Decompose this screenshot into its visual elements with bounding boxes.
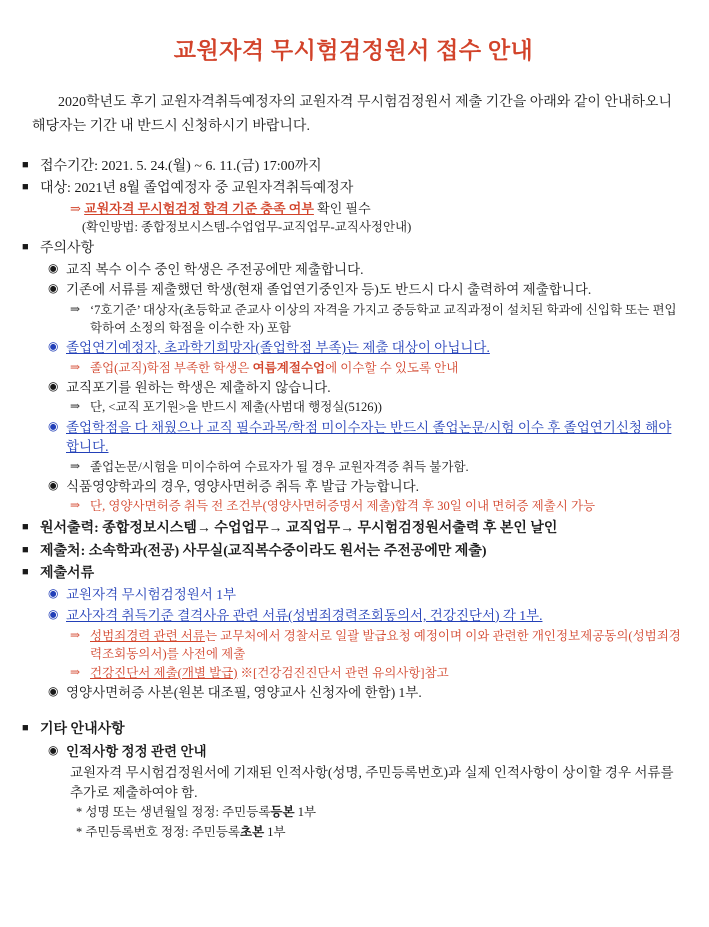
print-label: 원서출력: [40, 521, 99, 537]
caution-2-subs [70, 301, 685, 337]
etc-detail-1 [76, 803, 685, 821]
document-item-3 [46, 683, 685, 703]
caution-sub [70, 458, 685, 476]
etc-detail-post: 1부 [294, 805, 317, 820]
circle-bullet-icon: ◉ [48, 260, 59, 275]
asterisk-icon: * [76, 824, 83, 839]
target-note-emphasis: 교원자격 무시험검정 합격 기준 충족 여부 [84, 200, 314, 216]
document-sub-1 [70, 627, 685, 663]
caution-text: 교직포기를 원하는 학생은 제출하지 않습니다. [66, 379, 331, 395]
caution-text: 교직 복수 이수 중인 학생은 주전공에만 제출합니다. [66, 261, 364, 277]
target-label: 대상: [40, 181, 71, 197]
circle-bullet-icon: ◉ [48, 606, 59, 621]
square-bullet-icon: ■ [22, 722, 29, 735]
caution-item-5 [46, 418, 685, 476]
caution-sub [70, 497, 685, 515]
submit-place-value: 소속학과(전공) 사무실(교직복수중이라도 원서는 주전공에만 제출) [88, 543, 487, 559]
caution-text-highlight: 졸업연기예정자, 초과학기희망자(졸업학점 부족)는 제출 대상이 아닙니다. [66, 340, 490, 356]
etc-label: 기타 안내사항 [40, 722, 125, 738]
arrow-icon: ⇒ [70, 627, 81, 642]
caution-sub-text: 단, <교직 포기원>을 반드시 제출(사범대 행정실(5126)) [90, 400, 382, 415]
caution-5-subs [70, 458, 685, 476]
arrow-icon: ⇒ [70, 301, 81, 316]
section-cautions [22, 239, 685, 516]
document-sub-pre: 성범죄경력 관련 서류 [90, 628, 205, 643]
caution-sub-post: 에 이수할 수 있도록 안내 [325, 360, 459, 375]
document-item-2 [46, 606, 685, 682]
caution-sub [70, 359, 685, 377]
document-item-1 [46, 585, 685, 605]
caution-3-subs [70, 359, 685, 377]
caution-sub-bold: 여름계절수업 [252, 360, 326, 375]
target-method: (확인방법: 종합정보시스템-수업업무-교직업무-교직사정안내) [82, 220, 412, 235]
circle-bullet-icon: ◉ [48, 378, 59, 393]
section-documents [22, 564, 685, 702]
submit-place-label: 제출처: [40, 543, 86, 559]
caution-sub-text: 졸업논문/시험을 미이수하여 수료자가 될 경우 교원자격증 취득 불가함. [90, 459, 469, 474]
document-text-highlight: 교사자격 취득기준 결격사유 관련 서류(성범죄경력조회동의서, 건강진단서) 각 1부. [66, 607, 543, 623]
etc-detail-pre: 성명 또는 생년월일 정정: 주민등록 [85, 805, 271, 820]
document-sub-post: 는 교무처에서 경찰서로 일괄 발급요청 예정이며 이와 관련한 개인정보제공동의(성범죄경력조회동의서)를 사전에 제출 [90, 628, 681, 661]
period-value: 2021. 5. 24.(월) ~ 6. 11.(금) 17:00까지 [101, 158, 322, 174]
cautions-label: 주의사항 [40, 240, 95, 256]
caution-item-6 [46, 477, 685, 516]
cautions-list [46, 260, 685, 516]
caution-6-subs [70, 497, 685, 515]
circle-bullet-icon: ◉ [48, 742, 59, 757]
arrow-icon: ⇒ [70, 359, 81, 374]
caution-sub [70, 301, 685, 337]
circle-bullet-icon: ◉ [48, 418, 59, 433]
print-value: 종합정보시스템→ 수업업무→ 교직업무→ 무시험검정원서출력 후 본인 날인 [102, 521, 558, 537]
section-submit-place [22, 542, 685, 562]
section-period [22, 157, 685, 177]
arrow-icon: ⇒ [70, 399, 81, 414]
circle-bullet-icon: ◉ [48, 586, 59, 601]
caution-item-4 [46, 378, 685, 417]
caution-item-2 [46, 280, 685, 337]
caution-item-3 [46, 338, 685, 377]
intro-paragraph [32, 91, 677, 139]
asterisk-icon: * [76, 805, 83, 820]
content-list [22, 157, 685, 841]
square-bullet-icon: ■ [22, 543, 29, 556]
etc-detail-2 [76, 823, 685, 841]
document-sub-post: ※[건강검진진단서 관련 유의사항]참고 [237, 665, 449, 680]
etc-item-1 [46, 742, 685, 841]
caution-text-highlight: 졸업학점을 다 채웠으나 교직 필수과목/학점 미이수자는 반드시 졸업논문/시험 이수 후 졸업연기신청 해야 합니다. [66, 419, 672, 455]
arrow-icon: ⇒ [70, 664, 81, 679]
section-etc [22, 720, 685, 840]
section-target [22, 179, 685, 236]
document-2-subs [70, 627, 685, 682]
intro-text: 2020학년도 후기 교원자격취득예정자의 교원자격 무시험검정원서 제출 기간을 아래와 같이 안내하오니 해당자는 기간 내 반드시 신청하시기 바랍니다. [32, 95, 672, 135]
etc-detail-list [76, 803, 685, 840]
etc-detail-bold: 초본 [240, 824, 265, 839]
arrow-icon: ⇒ [70, 200, 81, 216]
spacer [22, 704, 685, 720]
caution-sub-pre: 졸업(교직)학점 부족한 학생은 [90, 360, 253, 375]
circle-bullet-icon: ◉ [48, 683, 59, 698]
caution-item-1 [46, 260, 685, 280]
square-bullet-icon: ■ [22, 566, 29, 579]
square-bullet-icon: ■ [22, 240, 29, 253]
etc-body: 교원자격 무시험검정원서에 기재된 인적사항(성명, 주민등록번호)과 실제 인적사항이 상이할 경우 서류를 추가로 제출하여야 함. [70, 765, 674, 800]
caution-sub [70, 398, 685, 416]
caution-sub-text: 단, 영양사면허증 취득 전 조건부(영양사면허증명서 제출)합격 후 30일 이내 면허증 제출시 가능 [90, 499, 596, 514]
arrow-icon: ⇒ [70, 458, 81, 473]
etc-list [46, 742, 685, 841]
target-note-tail: 확인 필수 [317, 200, 371, 216]
circle-bullet-icon: ◉ [48, 281, 59, 296]
etc-detail-post: 1부 [264, 824, 286, 839]
target-note-row [70, 200, 685, 219]
arrow-icon: ⇒ [70, 498, 81, 513]
caution-4-subs [70, 398, 685, 416]
caution-text: 기존에 서류를 제출했던 학생(현재 졸업연기중인자 등)도 반드시 다시 출력하여 제출합니다. [66, 282, 592, 298]
caution-sub-text: ‘7호기준’ 대상자(초등학교 준교사 이상의 자격을 가지고 중등학교 교직과정이 설치된 학과에 신입학 또는 편입학하여 소정의 학점을 이수한 자) 포함 [90, 302, 677, 336]
etc-detail-pre: 주민등록번호 정정: 주민등록 [85, 824, 240, 839]
circle-bullet-icon: ◉ [48, 477, 59, 492]
document-text: 영양사면허증 사본(원본 대조필, 영양교사 신청자에 한함) 1부. [66, 684, 422, 700]
etc-detail-bold: 등본 [270, 805, 295, 820]
square-bullet-icon: ■ [22, 521, 29, 534]
page-title: 교원자격 무시험검정원서 접수 안내 [173, 38, 534, 63]
etc-sub-label: 인적사항 정정 관련 안내 [66, 743, 207, 759]
square-bullet-icon: ■ [22, 181, 29, 194]
target-value: 2021년 8월 졸업예정자 중 교원자격취득예정자 [74, 181, 354, 197]
documents-label: 제출서류 [40, 566, 95, 582]
section-print [22, 519, 685, 539]
documents-list [46, 585, 685, 702]
period-label: 접수기간: [40, 158, 98, 174]
caution-text: 식품영양학과의 경우, 영양사면허증 취득 후 발급 가능합니다. [66, 478, 420, 494]
document-sub-pre: 건강진단서 제출(개별 발급) [90, 665, 238, 680]
document-text: 교원자격 무시험검정원서 1부 [66, 587, 236, 603]
circle-bullet-icon: ◉ [48, 339, 59, 354]
square-bullet-icon: ■ [22, 158, 29, 171]
document-sub-2 [70, 664, 685, 682]
